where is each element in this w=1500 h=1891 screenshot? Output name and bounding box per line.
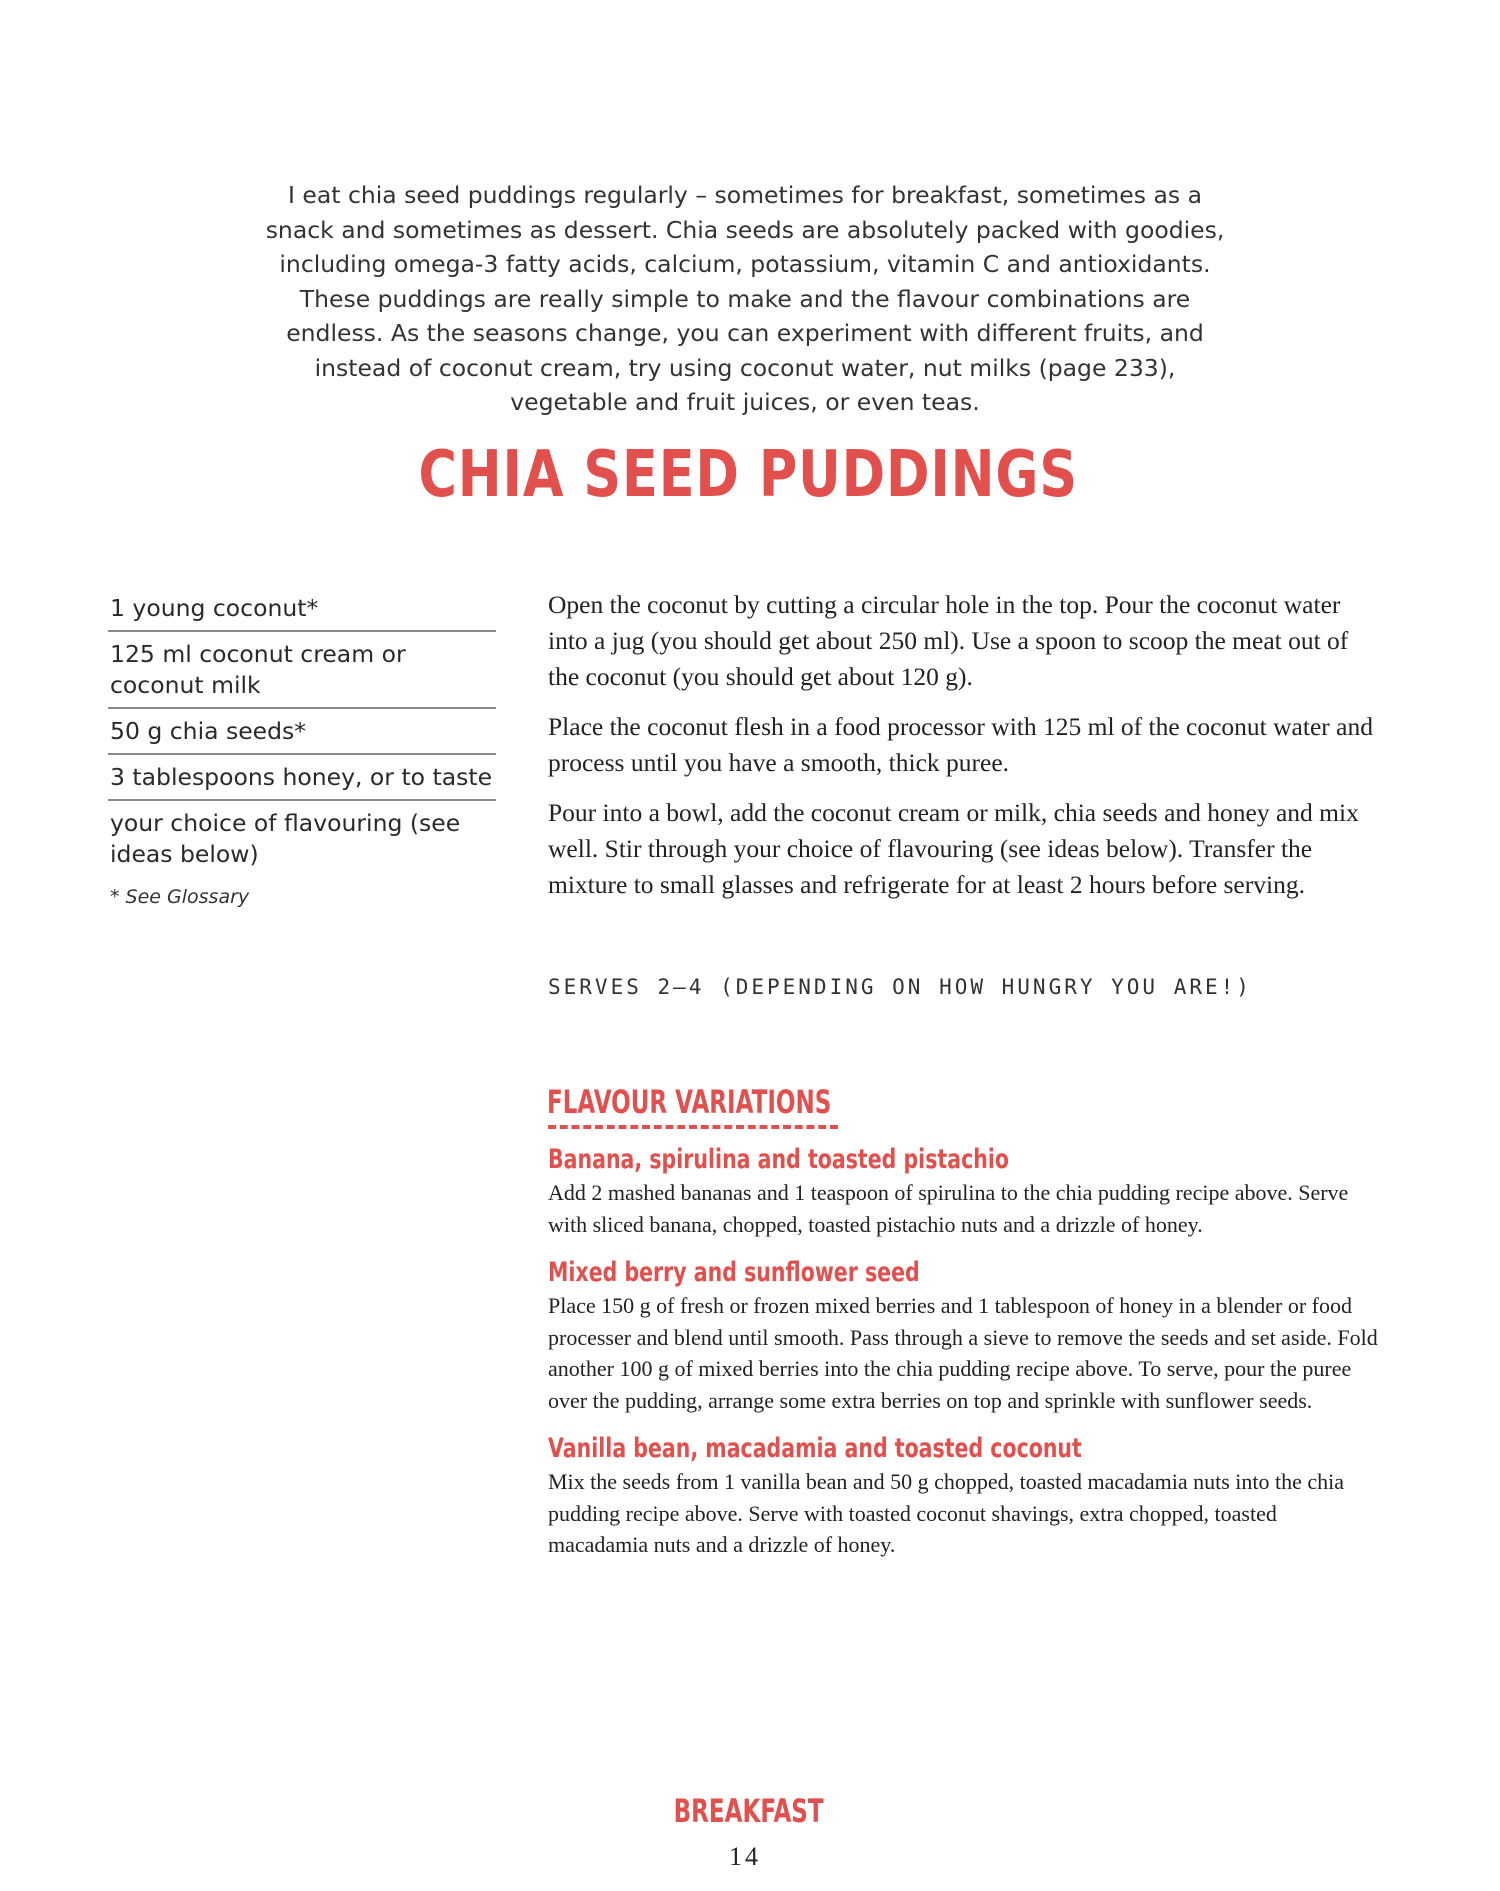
ingredient-item: 3 tablespoons honey, or to taste (108, 759, 496, 801)
variation-title: Vanilla bean, macadamia and toasted coconut (548, 1433, 1082, 1464)
intro-paragraph: I eat chia seed puddings regularly – sometimes for breakfast, sometimes as a snack and sometimes as dessert. Chia seeds are absolutely packed with goodies, including omega-3 fatty acids, calcium, potassium, vitamin C and antioxidants. These puddings are really simple to make and the flavour combinations are endless. As the seasons change, you can experiment with different fruits, and instead of coconut cream, try using coconut water, nut milks (page 233), vegetable and fruit juices, or even teas. (265, 181, 1225, 416)
section-label: BREAKFAST (673, 1792, 824, 1830)
page-number: 14 (729, 1842, 761, 1871)
variation-item (548, 1432, 1378, 1561)
serves-note: SERVES 2–4 (DEPENDING ON HOW HUNGRY YOU ARE!) (548, 975, 1252, 999)
variations-heading: FLAVOUR VARIATIONS (547, 1083, 832, 1121)
recipe-title: CHIA SEED PUDDINGS (418, 438, 1078, 512)
variation-text: Mix the seeds from 1 vanilla bean and 50 g chopped, toasted macadamia nuts into the chia pudding recipe above. Serve with toasted coconut shavings, extra chopped, toasted macadamia nuts and a drizzle of honey. (548, 1469, 1345, 1557)
variation-text: Place 150 g of fresh or frozen mixed berries and 1 tablespoon of honey in a blender or food processer and blend until smooth. Pass through a sieve to remove the seeds and set aside. Fold another 100 g of mixed berries into the chia pudding recipe above. To serve, pour the puree over the pudding, arrange some extra berries on top and sprinkle with sunflower seeds. (548, 1293, 1378, 1413)
variation-item (548, 1256, 1378, 1416)
method-step: Pour into a bowl, add the coconut cream or milk, chia seeds and honey and mix well. Stir through your choice of flavouring (see ideas below). Transfer the mixture to small glasses and refrigerate for at least 2 hours before serving. (548, 798, 1359, 899)
glossary-note: * See Glossary (110, 886, 250, 908)
method-step: Place the coconut flesh in a food processor with 125 ml of the coconut water and process until you have a smooth, thick puree. (548, 712, 1373, 777)
variation-item (548, 1143, 1378, 1240)
ingredient-list (108, 590, 496, 908)
ingredient-item: 1 young coconut* (108, 590, 496, 632)
ingredient-item: 125 ml coconut cream or coconut milk (108, 636, 496, 709)
method-step: Open the coconut by cutting a circular hole in the top. Pour the coconut water into a jug (you should get about 250 ml). Use a spoon to scoop the meat out of the coconut (you should get about 120 g). (548, 590, 1349, 691)
variation-text: Add 2 mashed bananas and 1 teaspoon of spirulina to the chia pudding recipe above. Serve with sliced banana, chopped, toasted pistachio nuts and a drizzle of honey. (548, 1180, 1349, 1237)
ingredient-item: 50 g chia seeds* (108, 713, 496, 755)
ingredient-item: your choice of flavouring (see ideas below) (110, 809, 461, 868)
method-steps (548, 587, 1378, 917)
variations-divider (548, 1125, 838, 1129)
variations-list (548, 1143, 1378, 1577)
variation-title: Mixed berry and sunflower seed (548, 1257, 920, 1288)
variation-title: Banana, spirulina and toasted pistachio (548, 1144, 1009, 1175)
